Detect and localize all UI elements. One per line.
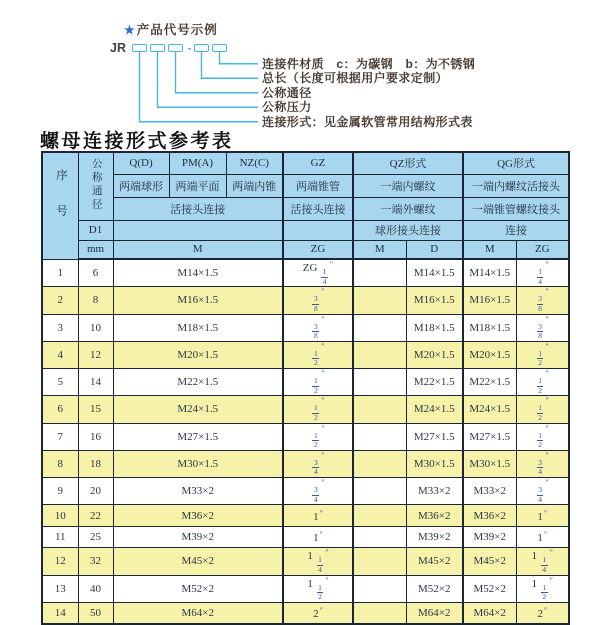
cell-m: M33×2 — [113, 478, 283, 505]
table-row — [42, 575, 569, 602]
cell-dn: 20 — [78, 478, 113, 505]
label-total-length: 总长（长度可根据用户要求定制） — [262, 71, 449, 85]
header-d1: D1 — [78, 220, 113, 240]
table-row — [42, 548, 569, 575]
cell-gz: 1″ — [283, 526, 353, 548]
cell-m: M52×2 — [113, 575, 283, 602]
header-qz-line2: 一端外螺纹 — [353, 197, 463, 220]
cell-seq: 9 — [42, 478, 78, 505]
cell-qz-m — [353, 450, 406, 477]
table-row — [42, 396, 569, 423]
cell-qz-d: M18×1.5 — [406, 314, 463, 341]
header-nz-desc: 两端内锥 — [226, 174, 283, 197]
cell-qg-zg: 1 $\frac{1}{2}$ ″ — [516, 575, 569, 602]
cell-dn: 16 — [78, 423, 113, 450]
cell-dn: 25 — [78, 526, 113, 548]
cell-qz-m — [353, 548, 406, 575]
code-box-1 — [132, 44, 147, 52]
header-qg-col-zg: ZG — [516, 240, 569, 259]
header-m-unit: M — [113, 240, 283, 259]
header-gz-join: 活接头连接 — [283, 197, 353, 220]
cell-qg-m: M52×2 — [463, 575, 516, 602]
header-qd-desc: 两端球形 — [113, 174, 169, 197]
cell-dn: 50 — [78, 602, 113, 624]
cell-m: M20×1.5 — [113, 341, 283, 368]
cell-dn: 15 — [78, 396, 113, 423]
cell-qg-zg: $\frac{3}{4}$ ″ — [516, 478, 569, 505]
cell-seq: 5 — [42, 369, 78, 396]
cell-qz-d: M27×1.5 — [406, 423, 463, 450]
cell-gz: 1 $\frac{1}{4}$ ″ — [283, 548, 353, 575]
cell-gz: 1″ — [283, 505, 353, 527]
diagram-labels — [262, 57, 475, 130]
cell-qg-m: M22×1.5 — [463, 369, 516, 396]
cell-qz-d: M45×2 — [406, 548, 463, 575]
cell-qg-zg: $\frac{3}{8}$ ″ — [516, 314, 569, 341]
cell-dn: 22 — [78, 505, 113, 527]
cell-qz-m — [353, 259, 406, 287]
cell-qg-m: M16×1.5 — [463, 287, 516, 314]
cell-qg-zg: $\frac{3}{8}$ ″ — [516, 287, 569, 314]
cell-seq: 12 — [42, 548, 78, 575]
header-zg-unit: ZG — [283, 240, 353, 259]
cell-gz: ZG $\frac{1}{4}$ ″ — [283, 259, 353, 287]
header-nz-code: NZ(C) — [226, 152, 283, 174]
cell-qg-zg: $\frac{1}{2}$ ″ — [516, 423, 569, 450]
cell-qz-d: M30×1.5 — [406, 450, 463, 477]
cell-gz: 2″ — [283, 602, 353, 624]
cell-seq: 13 — [42, 575, 78, 602]
cell-m: M24×1.5 — [113, 396, 283, 423]
table-row — [42, 526, 569, 548]
cell-qz-m — [353, 478, 406, 505]
cell-qz-d: M24×1.5 — [406, 396, 463, 423]
header-qz-line3: 球形接头连接 — [353, 220, 463, 240]
cell-qz-d: M16×1.5 — [406, 287, 463, 314]
header-seq: 序号 — [42, 152, 78, 259]
cell-qz-d: M39×2 — [406, 526, 463, 548]
star-icon: ★ — [124, 23, 135, 37]
cell-gz: 1 $\frac{1}{2}$ ″ — [283, 575, 353, 602]
cell-qz-m — [353, 602, 406, 624]
cell-qz-m — [353, 396, 406, 423]
cell-seq: 2 — [42, 287, 78, 314]
cell-seq: 6 — [42, 396, 78, 423]
cell-qz-m — [353, 314, 406, 341]
cell-qz-d: M14×1.5 — [406, 259, 463, 287]
cell-gz: $\frac{3}{4}$ ″ — [283, 450, 353, 477]
cell-gz: $\frac{3}{8}$ ″ — [283, 287, 353, 314]
table-row — [42, 450, 569, 477]
cell-m: M18×1.5 — [113, 314, 283, 341]
code-box-5 — [212, 44, 227, 52]
cell-qz-d: M20×1.5 — [406, 341, 463, 368]
cell-qg-zg: 1 $\frac{1}{4}$ ″ — [516, 548, 569, 575]
cell-m: M45×2 — [113, 548, 283, 575]
cell-qz-m — [353, 287, 406, 314]
table-row — [42, 259, 569, 287]
code-prefix: JR — [110, 41, 126, 55]
cell-gz: $\frac{1}{2}$ ″ — [283, 396, 353, 423]
table-row — [42, 314, 569, 341]
cell-qz-m — [353, 341, 406, 368]
cell-seq: 4 — [42, 341, 78, 368]
cell-qg-zg: 2″ — [516, 602, 569, 624]
cell-dn: 18 — [78, 450, 113, 477]
cell-qg-zg: 1″ — [516, 526, 569, 548]
cell-qg-m: M27×1.5 — [463, 423, 516, 450]
cell-qg-zg: $\frac{1}{2}$ ″ — [516, 341, 569, 368]
header-mm: mm — [78, 240, 113, 259]
cell-qg-zg: $\frac{3}{4}$ ″ — [516, 450, 569, 477]
header-pm-code: PM(A) — [169, 152, 226, 174]
cell-gz: $\frac{1}{2}$ ″ — [283, 341, 353, 368]
cell-qg-m: M14×1.5 — [463, 259, 516, 287]
cell-qg-m: M39×2 — [463, 526, 516, 548]
cell-qg-m: M18×1.5 — [463, 314, 516, 341]
cell-m: M30×1.5 — [113, 450, 283, 477]
label-nominal-pressure: 公称压力 — [262, 100, 312, 114]
header-pm-desc: 两端平面 — [169, 174, 226, 197]
header-gz-desc: 两端锥管 — [283, 174, 353, 197]
cell-qg-m: M30×1.5 — [463, 450, 516, 477]
cell-qz-m — [353, 423, 406, 450]
cell-seq: 14 — [42, 602, 78, 624]
table-row — [42, 341, 569, 368]
cell-qg-m: M64×2 — [463, 602, 516, 624]
cell-m: M36×2 — [113, 505, 283, 527]
table-row — [42, 478, 569, 505]
cell-gz: $\frac{1}{2}$ ″ — [283, 369, 353, 396]
header-union-join: 活接头连接 — [113, 197, 283, 220]
cell-qg-zg: 1″ — [516, 505, 569, 527]
cell-gz: $\frac{1}{2}$ ″ — [283, 423, 353, 450]
empty-cell — [113, 220, 283, 240]
header-qd-code: Q(D) — [113, 152, 169, 174]
cell-m: M14×1.5 — [113, 259, 283, 287]
header-qz-col-d: D — [406, 240, 463, 259]
cell-seq: 1 — [42, 259, 78, 287]
label-connector-material: 连接件材质 c：为碳钢 b：为不锈钢 — [262, 56, 476, 71]
cell-qg-zg: $\frac{1}{2}$ ″ — [516, 369, 569, 396]
cell-qz-d: M64×2 — [406, 602, 463, 624]
cell-dn: 40 — [78, 575, 113, 602]
cell-qg-m: M20×1.5 — [463, 341, 516, 368]
cell-m: M39×2 — [113, 526, 283, 548]
cell-dn: 10 — [78, 314, 113, 341]
label-nominal-diameter: 公称通径 — [262, 85, 312, 100]
table-row — [42, 287, 569, 314]
cell-dn: 6 — [78, 259, 113, 287]
cell-qz-d: M52×2 — [406, 575, 463, 602]
nut-connection-reference-table — [41, 151, 570, 625]
cell-m: M27×1.5 — [113, 423, 283, 450]
cell-seq: 11 — [42, 526, 78, 548]
header-qz-code: QZ形式 — [353, 152, 463, 174]
table-row — [42, 369, 569, 396]
cell-qz-m — [353, 369, 406, 396]
table-row — [42, 505, 569, 527]
cell-dn: 12 — [78, 341, 113, 368]
header-qg-col-m: M — [463, 240, 516, 259]
cell-qg-zg: $\frac{1}{4}$ ″ — [516, 259, 569, 287]
cell-qz-m — [353, 575, 406, 602]
cell-seq: 7 — [42, 423, 78, 450]
table-body — [42, 259, 569, 624]
cell-dn: 8 — [78, 287, 113, 314]
cell-seq: 8 — [42, 450, 78, 477]
cell-seq: 3 — [42, 314, 78, 341]
table-row — [42, 602, 569, 624]
cell-m: M16×1.5 — [113, 287, 283, 314]
cell-seq: 10 — [42, 505, 78, 527]
cell-gz: $\frac{3}{4}$ ″ — [283, 478, 353, 505]
cell-qg-m: M36×2 — [463, 505, 516, 527]
cell-qz-d: M22×1.5 — [406, 369, 463, 396]
product-code-diagram — [0, 0, 600, 135]
cell-gz: $\frac{3}{8}$ ″ — [283, 314, 353, 341]
header-nominal-diameter: 公称通径 — [78, 152, 113, 220]
cell-dn: 14 — [78, 369, 113, 396]
header-qg-line3: 连接 — [463, 220, 569, 240]
cell-qg-m: M24×1.5 — [463, 396, 516, 423]
header-gz-code: GZ — [283, 152, 353, 174]
diagram-heading — [124, 20, 218, 38]
diagram-heading-text: 产品代号示例 — [136, 23, 218, 37]
table-header — [42, 152, 569, 259]
code-box-3 — [168, 44, 183, 52]
header-qg-code: QG形式 — [463, 152, 569, 174]
empty-cell — [283, 220, 353, 240]
cell-m: M22×1.5 — [113, 369, 283, 396]
header-qz-col-m: M — [353, 240, 406, 259]
cell-qz-d: M33×2 — [406, 478, 463, 505]
code-box-2 — [150, 44, 165, 52]
header-qg-line1: 一端内螺纹活接头 — [463, 174, 569, 197]
code-box-4 — [194, 44, 209, 52]
dash-separator: - — [187, 41, 192, 55]
cell-qg-zg: $\frac{1}{2}$ ″ — [516, 396, 569, 423]
cell-qg-m: M33×2 — [463, 478, 516, 505]
cell-qg-m: M45×2 — [463, 548, 516, 575]
cell-qz-m — [353, 526, 406, 548]
cell-qz-m — [353, 505, 406, 527]
label-connection-form: 连接形式：见金属软管常用结构形式表 — [262, 114, 473, 129]
table-title: 螺母连接形式参考表 — [40, 131, 234, 152]
cell-qz-d: M36×2 — [406, 505, 463, 527]
cell-dn: 32 — [78, 548, 113, 575]
cell-m: M64×2 — [113, 602, 283, 624]
header-qz-line1: 一端内螺纹 — [353, 174, 463, 197]
header-qg-line2: 一端锥管螺纹接头 — [463, 197, 569, 220]
table-row — [42, 423, 569, 450]
